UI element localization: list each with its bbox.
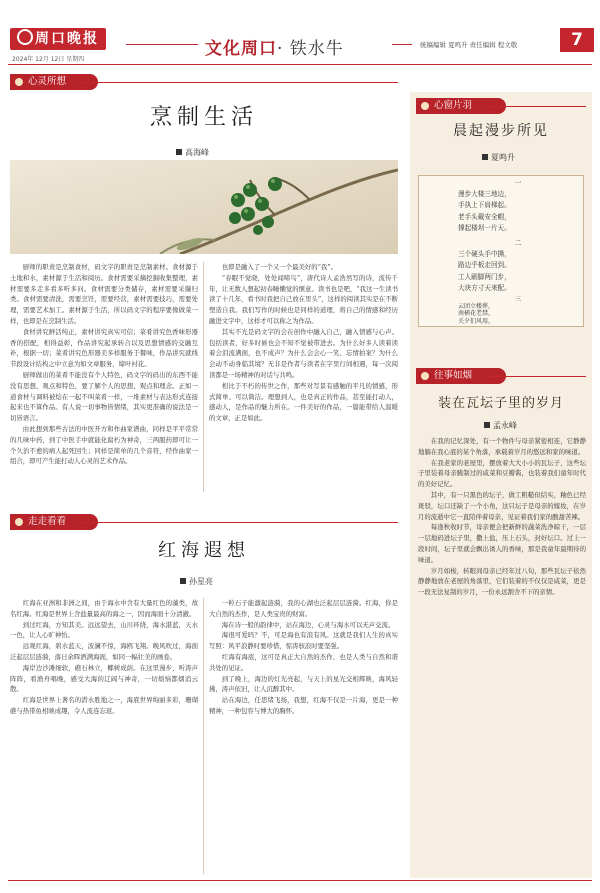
publication-date: 2024年 12月 12日 星期四 [12,56,85,63]
section-rule [488,376,586,377]
header-divider-left [126,44,198,45]
stanza-number: 二 [514,239,522,247]
paragraph: 站在海边，任思绪飞扬，我想，红海不仅是一片海，更是一种精神，一种包容与博大的胸怀。 [209,696,398,715]
masthead [10,28,106,50]
article2-column-1 [10,598,198,876]
section-tab-zouzou: 走走看看 [10,514,98,530]
article2-column-2 [209,598,398,876]
newspaper-logo-icon [17,29,33,45]
header-rule [8,64,592,65]
article-headline: 烹制生活 [149,105,258,130]
poem-line: 三个硬头手中撕， [458,250,511,259]
section-tab-xinling: 心灵所想 [10,74,98,90]
article-author: 孟永峰 [484,420,517,431]
poem-line: 南横花老禁， [458,310,495,318]
paragraph: 海岸边沙滩细软，礁石林立，椰树成荫。在这里漫步，听涛声阵阵，看渔舟唱晚，感受大海的辽阔与神奇，一切烦恼都烟消云散。 [10,663,198,694]
poem-line: 路边乎板走回到。 [458,261,511,270]
poem-line: 手执上下肩梯起。 [458,201,511,210]
paragraph: 厨师做出的菜肴不能没有个人特色，码文字的码出的东西不能没有思想、观点和特色，要了解个人的思想、观点和理念。正如一道食材与调料被烩在一起不叫菜肴一样，一堆素材与表达形式连接起来也不算作品。有人说一切事物皆情绪，其实更准确的说法是一切皆语言。 [10,370,198,423]
article-headline: 红海遐想 [158,540,250,561]
paragraph: 岁月如梭，转眼间母亲已经年过八旬，那些瓦坛子依然静静地放在老屋的角落里，它们装着的不仅仅是咸菜，更是一段无法复制的岁月，一份永远割舍不下的亲情。 [418,566,586,597]
poem-line: 工人刷脚两门步， [458,272,511,281]
paragraph: 相比于不朽的传世之作，那些对写景有感触的平凡的情感，形式简单、可以简洁。理想到人，也是真正的作品，甚至能打动人，感动人，是作品的魅力所在。一件美好的作品，一篇能带给人温暖的文章，正是如此。 [209,381,398,423]
paragraph: 在我老家的老屋里，摆放着大大小小的瓦坛子，这些坛子里装着母亲腌制过的咸菜和豆瓣酱，也装着我们童年时代的美好记忆。 [418,458,586,489]
article-author: 高海峰 [176,147,209,158]
paragraph: 在我的记忆深处，有一个物件与母亲紧密相连，它静静地躺在我心底的某个角落，承载着岁月的悠远和家的味道。 [418,437,586,456]
section-rule [488,106,586,107]
section-tab-xinchuang: 心窗片羽 [416,98,506,114]
column-title: 文化周口· 铁水牛 [205,39,344,59]
paragraph: 海很可爱吗？不，可是海也有浪有风。这就是我们人生的真实写照：风平浪静时要珍惜，惊涛骇浪时要坚强。 [209,631,398,651]
article3-body [418,436,586,874]
paragraph: 到过红海，方知其美。远远望去，山川环绕，海水湛蓝，天水一色，让人心旷神怡。 [10,620,198,640]
poem-stanza-3 [458,296,578,325]
article1-column-2 [209,262,398,494]
berry-branch-photo [10,160,398,254]
paragraph: 海在诗一般的韵律中，站在海边，心灵与海水可以无声交流。 [221,620,395,629]
poem-author: 夏鸣升 [482,152,515,163]
paragraph: 远观红海，碧水蓝天，波澜不惊，海鸥飞翔。晚风吹过，海面泛起层层涟漪，落日余晖洒满海面，如同一幅壮美的画卷。 [10,642,198,661]
column-divider [203,262,204,492]
article1-column-1 [10,262,198,494]
paragraph: 一粒石子能激起涟漪，我的心湖也泛起层层涟漪。红海，你是大自然的杰作，是人类宝贵的财富。 [209,599,398,618]
paragraph: 其实不光是码文字的会在创作中融入自己，融入情感与心声。包括读者，好多时候也会不知不觉被带进去。为什么好多人读着读着会泪流满面，也不成声？为什么会会心一笑、忘情拍案？为什么会动不动身临其境？无非是作者与读者在字里行间相遇，每一次阅读都是一场精神的对话与共鸣。 [209,327,398,379]
stanza-number: 一 [514,179,522,187]
footer-rule [8,880,592,881]
paragraph: 其中，有一只黑色的坛子，做工粗糙但结实，釉色已经斑驳，坛口还缺了一个小角，这只坛子是母亲的嫁妆，在岁月的流逝中它一直陪伴着母亲，见证着我们家的酸甜苦辣。 [418,490,586,521]
poem-stanza-1 [458,178,578,234]
poem-line: 老手头戴安全帽， [458,212,511,221]
section-tab-wangshi: 往事如烟 [416,368,506,384]
poem-line: 关夕们风用， [458,317,495,325]
section-rule [80,522,398,523]
article-author: 孙星亮 [180,576,213,587]
paragraph: “春眠不觉晓，处处闻啼鸟”，唐代诗人孟浩然写的诗，流传千年，让无数人想起初春睡懒觉的惬意。读书也是吧，“我这一生读书读了十几年，看书时我把自己放在里头”，这样的阅读其实是在不断塑造自我。我们写作的时候也是同样的道理，将自己的情感和经历融进文字中，这样才可以称之为作品。 [209,273,398,325]
paragraph: 厨师的职责是烹制食材，码文字的职责是烹制素材。食材源于土地和水，素材源于生活和阅历。食材需要采摘挖掘收集整理，素材需要多走多看多听多问。食材需要分类储存，素材需要采撷归类。食材需要清洗，需要烹饪，需要经营，素材需要技巧，需要处理，需要艺术加工。素材源于生活，所以码文字的程序要像做菜一样，也即是在烹制生活。 [10,263,198,325]
paragraph: 由此想到那些古法的中医开方和作曲家谱曲，同样是平平常常的几味中药，到了中医手中就能化腐朽为神奇，三两服药即可让一个久治不愈的病人起死回生；同样是简单的几个音符，经作曲家一组合，即可产生能打动人心灵的艺术作品。 [10,424,198,466]
poem-line: 大块方寸天来配。 [458,283,511,292]
paragraph: 每逢秋收时节，母亲便会把新鲜的蔬菜洗净晾干，一层一层地码进坛子里，撒上盐，压上石头，封好坛口。过上一段时间，坛子里就会飘出诱人的香味，那是我童年最期待的味道。 [418,523,586,564]
paragraph: 也即是融入了一个又一个最美好的“我”。 [221,263,337,271]
header-divider-right [392,44,412,45]
paragraph: 食材讲究鲜活纯正，素材讲究真实可信；菜肴讲究色香味形器香的搭配，相得益彰，作品讲究起承转合以及思想情感的交融互补，根据一切；菜肴讲究色形器美多样服务于餐味，作品讲究就线节段设计结构之中立意为如文章服务，缔叶衬花。 [10,327,198,369]
paragraph: 到了晚上，海边的灯光亮起，与天上的星光交相辉映，海风轻拂，涛声依旧，让人沉醉其中。 [209,674,398,694]
paragraph: 红海在亚洲和非洲之间，由于海水中含有大量红色的藻类，故名红海。红海是世界上含盐量最高的海之一，因而海面十分清澈。 [10,599,198,618]
poem-line: 云团立楼葬， [458,303,495,311]
poem-stanza-2 [458,238,578,294]
poem-headline: 晨起漫步所见 [453,123,549,139]
paragraph: 红海有海底，这可是真正大自然的杰作，也是人类与自然和谐共处的见证。 [209,652,398,672]
section-rule [80,82,398,83]
page-number: 7 [560,28,594,52]
poem-line: 漫步大楼三地边， [458,190,511,199]
paragraph: 红海是世界上著名的潜水胜地之一，海底世界绚丽多彩，珊瑚礁与热带鱼相映成趣，令人流连忘返。 [10,696,198,715]
article-headline: 装在瓦坛子里的岁月 [437,396,564,411]
column-divider [203,598,204,874]
stanza-number: 三 [514,296,521,303]
editor-credits: 统稿编辑 夏鸣升 责任编辑 程文敬 [420,41,518,49]
poem-line: 撑起楼坝一片天。 [458,223,511,232]
masthead-title: 周口晚报 [35,31,99,47]
